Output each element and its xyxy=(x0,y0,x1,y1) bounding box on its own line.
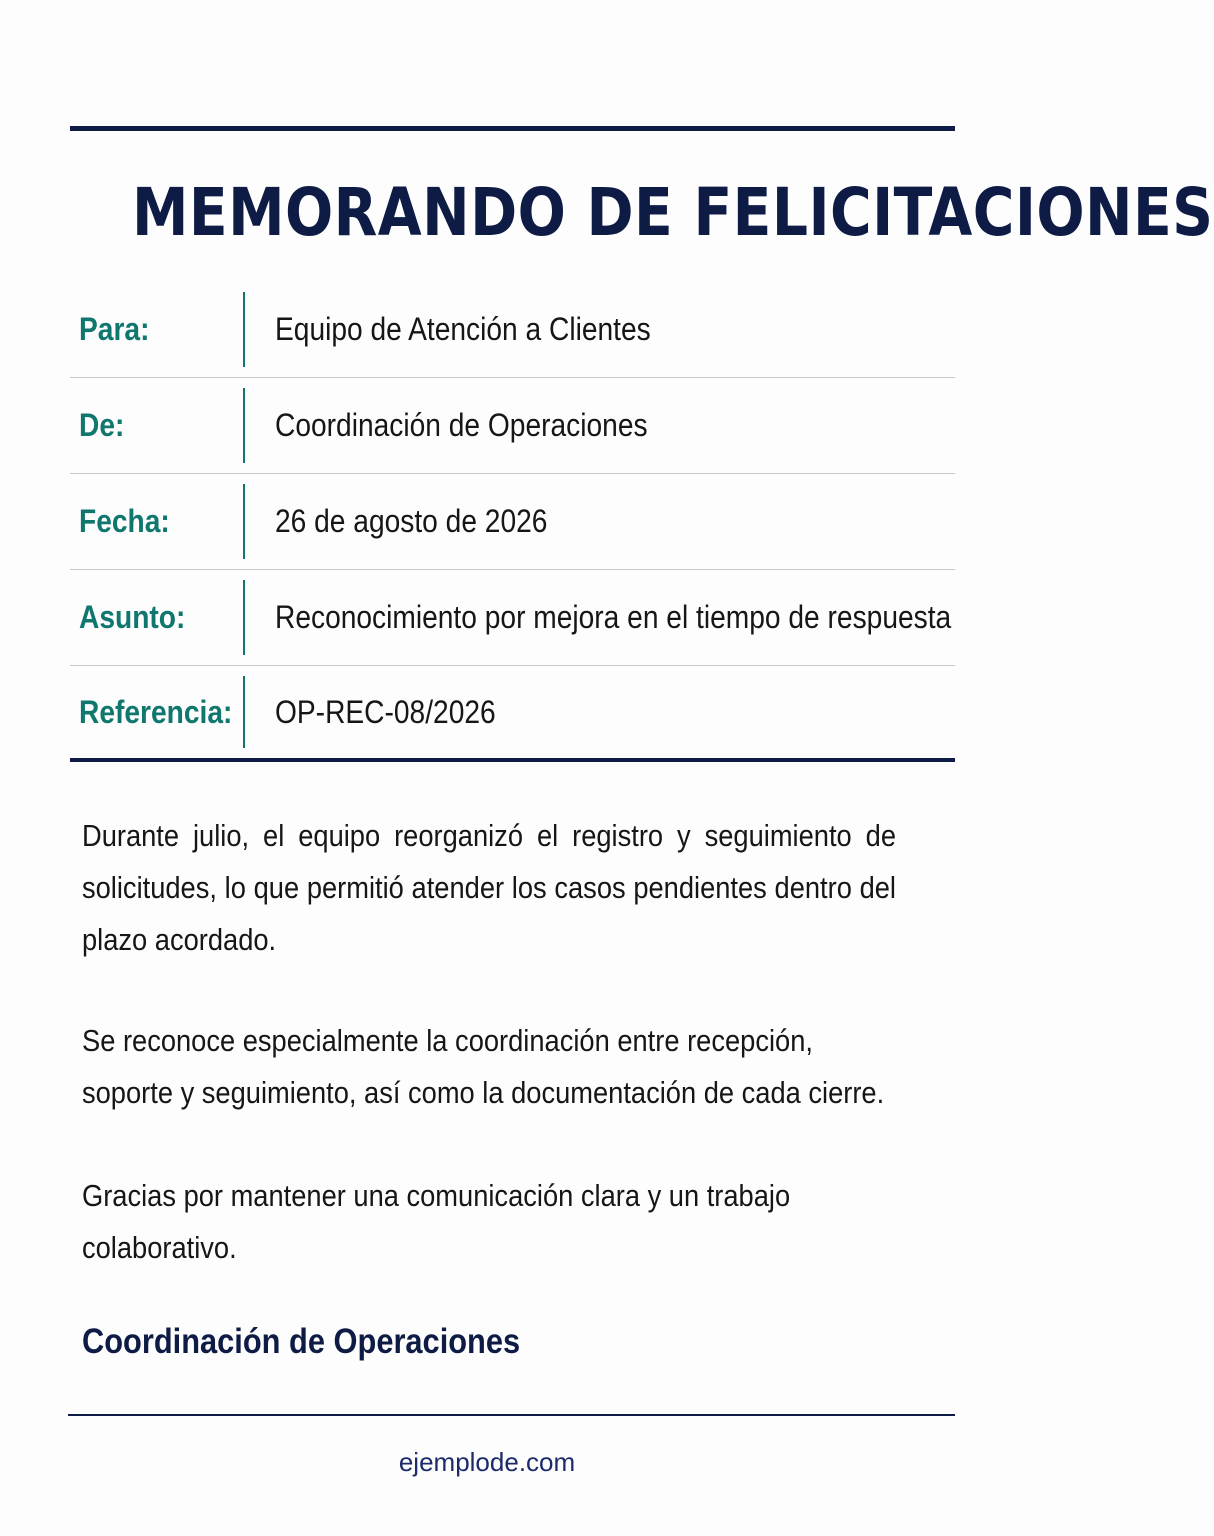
field-row-referencia xyxy=(70,666,955,762)
field-value-referencia: OP-REC-08/2026 xyxy=(275,693,496,730)
body-paragraph-1 xyxy=(82,810,896,966)
field-row-asunto xyxy=(70,570,955,666)
memo-header-table xyxy=(70,282,955,762)
field-value-fecha: 26 de agosto de 2026 xyxy=(275,503,548,539)
body-paragraph-1-text: Durante julio, el equipo reorganizó el registro y seguimiento de solicitudes, lo que permitió atender los casos pendientes dentro del plazo acordado. xyxy=(82,818,896,957)
body-paragraph-3 xyxy=(82,1170,896,1274)
field-row-fecha xyxy=(70,474,955,570)
memo-title: MEMORANDO DE FELICITACIONES xyxy=(131,174,1214,251)
footer-website: ejemplode.com xyxy=(398,1447,576,1477)
field-divider xyxy=(243,292,245,367)
field-value-de: Coordinación de Operaciones xyxy=(275,407,648,443)
field-divider xyxy=(243,676,245,748)
body-paragraph-3-text: Gracias por mantener una comunicación clara y un trabajo colaborativo. xyxy=(82,1178,791,1265)
bottom-rule xyxy=(68,1414,955,1416)
field-label-asunto: Asunto: xyxy=(79,599,186,635)
field-row-para xyxy=(70,282,955,378)
field-value-asunto: Reconocimiento por mejora en el tiempo de respuesta xyxy=(275,599,952,635)
field-divider xyxy=(243,388,245,463)
field-label-de: De: xyxy=(79,407,125,443)
field-label-para: Para: xyxy=(79,311,150,347)
field-row-de xyxy=(70,378,955,474)
field-value-para: Equipo de Atención a Clientes xyxy=(275,311,651,347)
body-paragraph-2-text: Se reconoce especialmente la coordinación entre recepción, soporte y seguimiento, así como la documentación de cada cierre. xyxy=(82,1023,885,1110)
field-label-referencia: Referencia: xyxy=(79,693,233,730)
top-rule xyxy=(70,126,955,131)
field-divider xyxy=(243,580,245,655)
signature: Coordinación de Operaciones xyxy=(82,1322,521,1361)
field-divider xyxy=(243,484,245,559)
body-paragraph-2 xyxy=(82,1015,896,1119)
field-label-fecha: Fecha: xyxy=(79,503,170,539)
